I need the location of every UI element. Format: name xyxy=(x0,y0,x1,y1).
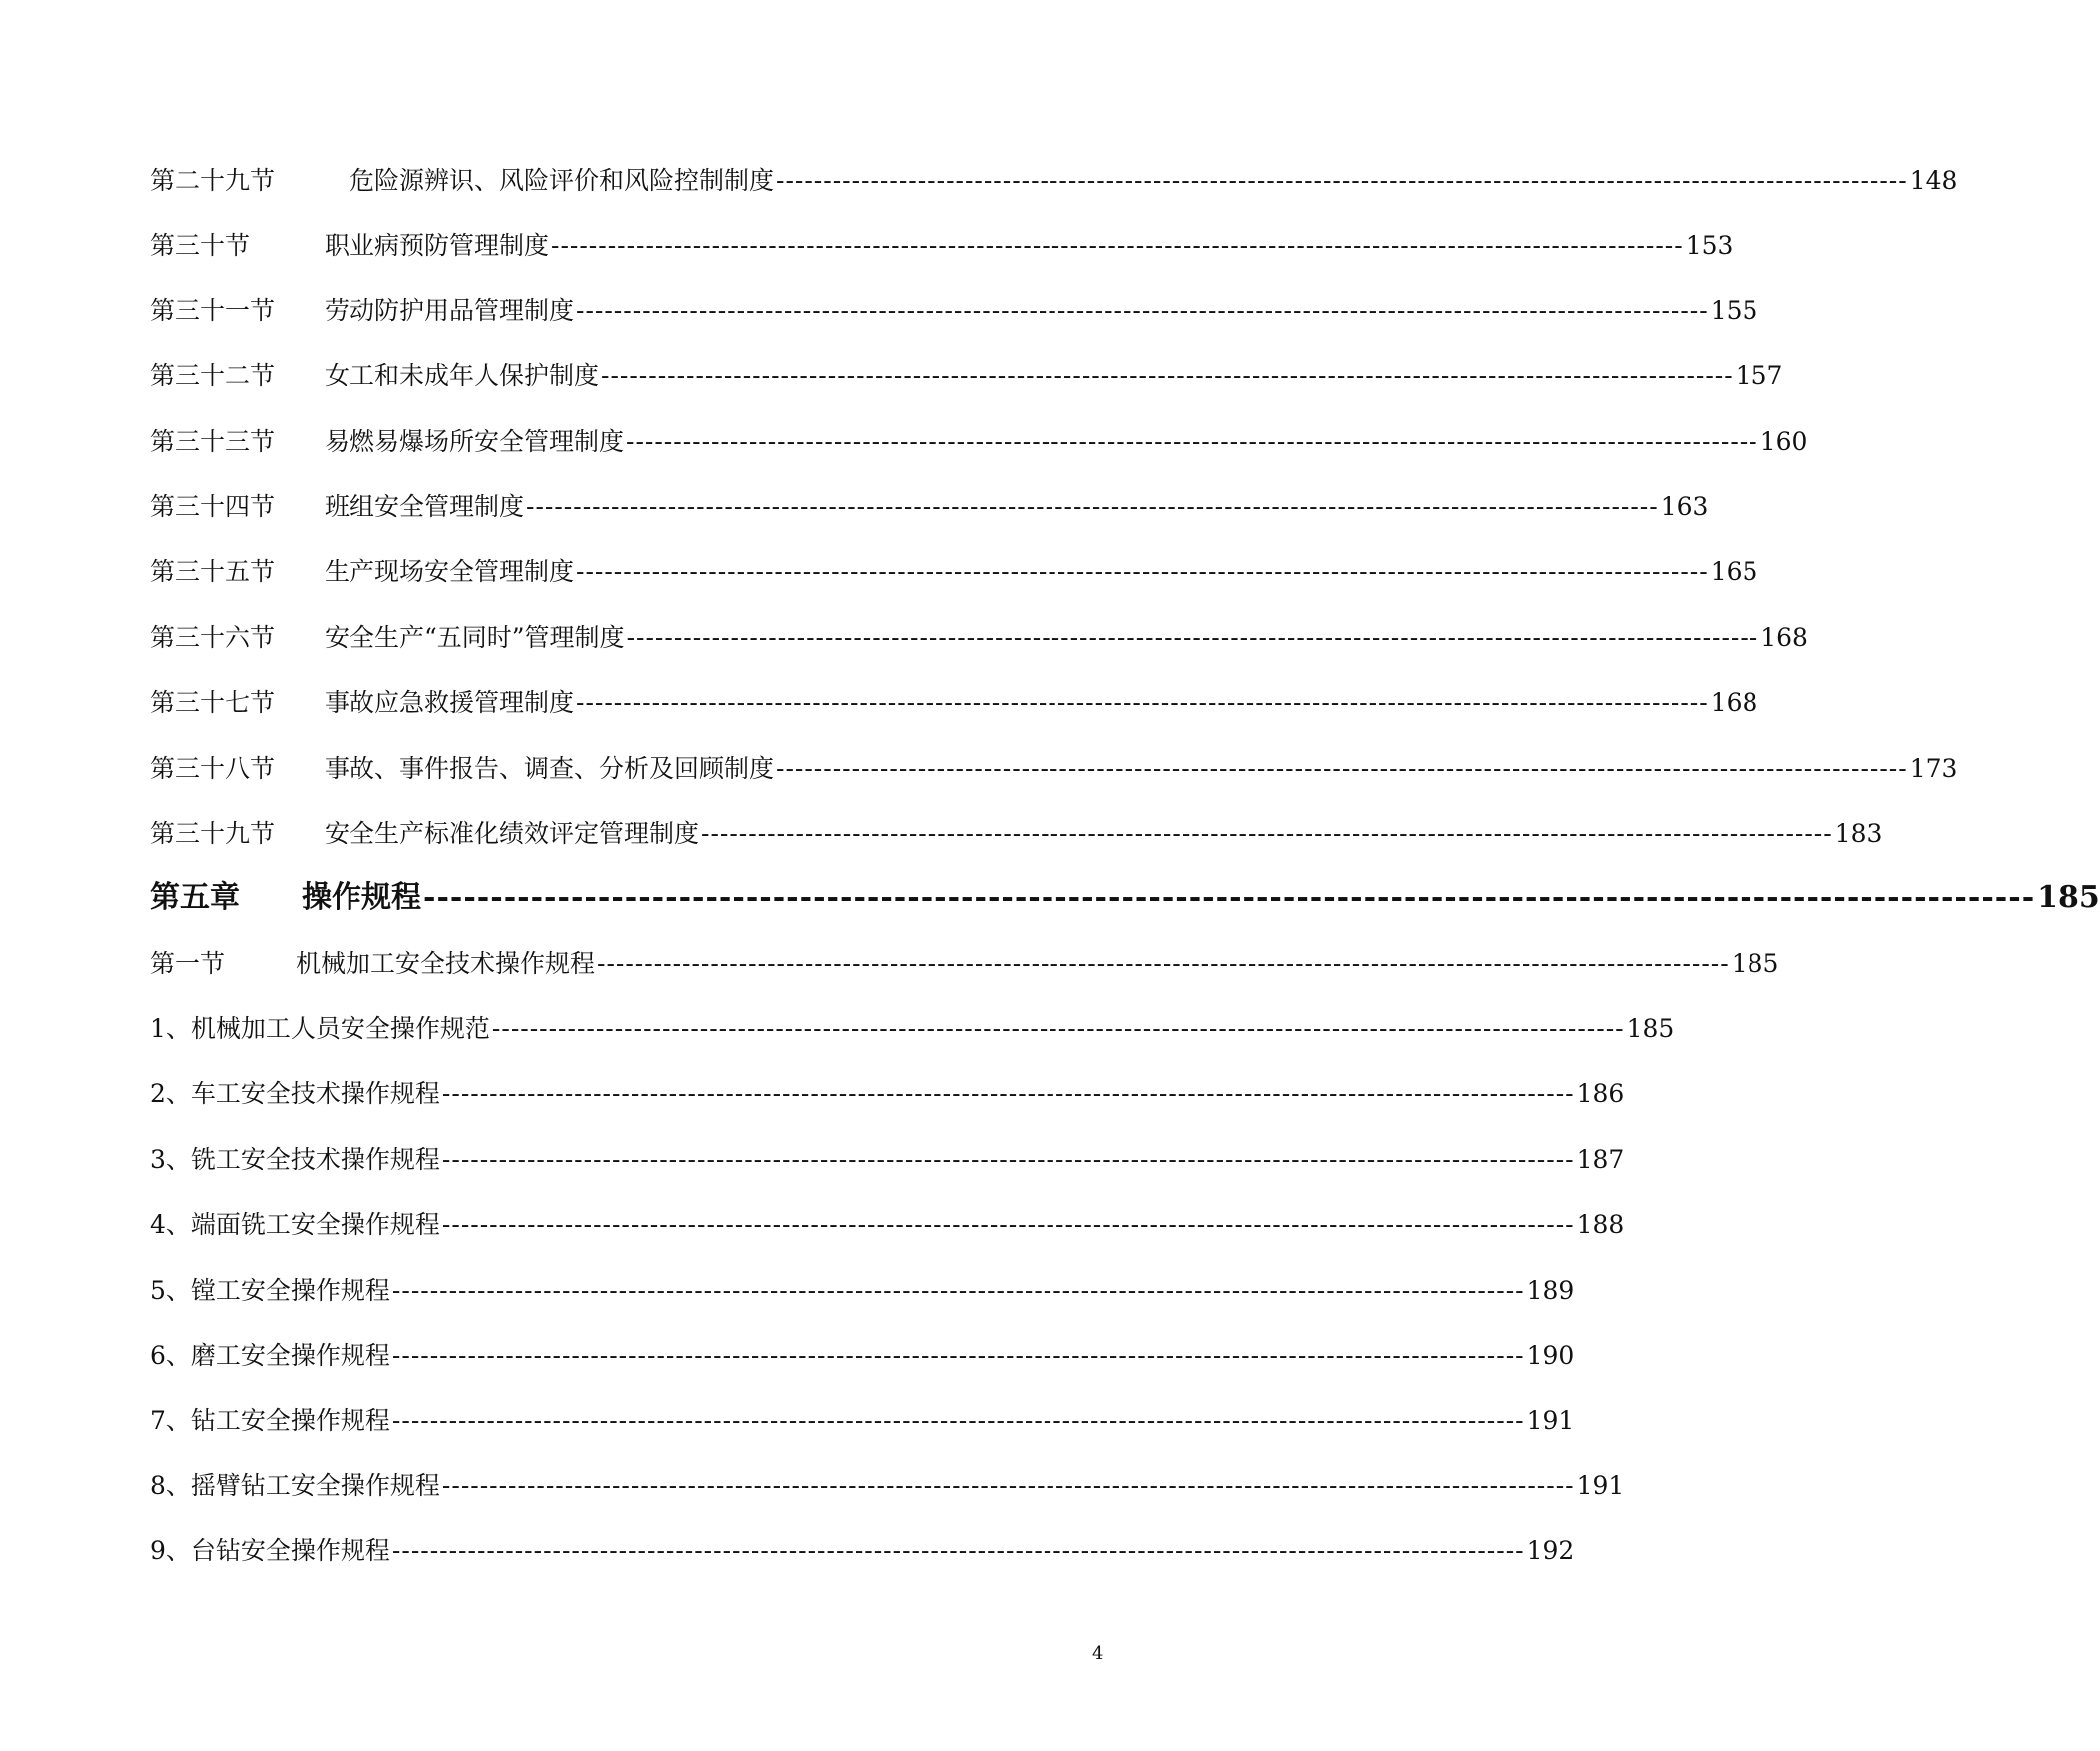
toc-entry-page: 191 xyxy=(1576,1470,1625,1500)
toc-entry-number: 第五章 xyxy=(150,880,240,916)
toc-entry-page: 186 xyxy=(1576,1079,1625,1109)
toc-entry-title: 事故、事件报告、调查、分析及回顾制度 xyxy=(325,753,775,783)
toc-dash-leader: ------------------------------------------------------------------------------------------------------------------------ xyxy=(526,491,1659,521)
toc-entry-title: 安全生产“五同时”管理制度 xyxy=(325,622,625,652)
toc-entry-page: 191 xyxy=(1526,1406,1575,1436)
toc-entry-title: 操作规程 xyxy=(302,880,421,916)
toc-entry[interactable] xyxy=(150,474,1709,539)
toc-entry-number: 第三十六节 xyxy=(150,622,276,652)
toc-entry-page: 157 xyxy=(1735,361,1783,391)
toc-entry-number: 第三十一节 xyxy=(150,295,276,325)
toc-dash-leader: ------------------------------------------------------------------------------------------------------------------------ xyxy=(626,622,1759,652)
toc-dash-leader: ------------------------------------------------------------------------------------------------------------------------ xyxy=(391,1275,1525,1305)
toc-entry[interactable] xyxy=(150,213,1734,278)
toc-entry-number: 第三十八节 xyxy=(150,753,276,783)
toc-dash-leader: ------------------------------------------------------------------------------------------------------------------------ xyxy=(576,688,1709,718)
toc-entry-title: 易燃易爆场所安全管理制度 xyxy=(325,426,625,456)
toc-entry-number: 第一节 xyxy=(150,948,226,978)
toc-dash-leader: ------------------------------------------------------------------------------------------------------------------------ xyxy=(626,426,1758,456)
toc-entry-title: 危险源辨识、风险评价和风险控制制度 xyxy=(350,166,775,195)
toc-entry-number: 第二十九节 xyxy=(150,166,276,195)
toc-entry[interactable] xyxy=(150,1127,1625,1192)
toc-entry-page: 183 xyxy=(1834,818,1883,848)
toc-entry-number: 第三十九节 xyxy=(150,818,276,848)
toc-entry-page: 165 xyxy=(1710,557,1758,587)
toc-entry[interactable] xyxy=(150,996,1675,1061)
toc-entry-number: 第三十二节 xyxy=(150,361,276,391)
toc-dash-leader: ------------------------------------------------------------------------------------------------------------------------ xyxy=(776,753,1908,783)
toc-entry-title: 9、台钻安全操作规程 xyxy=(150,1536,390,1566)
toc-entry-title: 4、端面铣工安全操作规程 xyxy=(150,1210,440,1240)
table-of-contents xyxy=(150,148,2100,1584)
toc-dash-leader: ------------------------------------------------------------------------------------------------------------------------ xyxy=(491,1014,1625,1044)
toc-entry-title: 2、车工安全技术操作规程 xyxy=(150,1079,440,1109)
toc-entry-page: 185 xyxy=(2037,880,2100,916)
toc-entry[interactable] xyxy=(150,931,1779,996)
toc-entry-page: 163 xyxy=(1660,491,1709,521)
toc-entry[interactable] xyxy=(150,605,1808,670)
toc-entry-page: 187 xyxy=(1576,1144,1625,1174)
page-number: 4 xyxy=(1092,1643,1104,1664)
toc-entry[interactable] xyxy=(150,409,1808,474)
toc-chapter-entry[interactable] xyxy=(150,866,2100,930)
toc-dash-leader: ------------------------------------------------------------------------------------------------------------------------ xyxy=(423,880,2036,916)
toc-entry-page: 185 xyxy=(1626,1014,1675,1044)
toc-entry-title: 6、磨工安全操作规程 xyxy=(150,1341,390,1371)
toc-entry-number: 第三十七节 xyxy=(150,688,276,718)
toc-entry-title: 3、铣工安全技术操作规程 xyxy=(150,1144,440,1174)
toc-entry-number: 第三十五节 xyxy=(150,557,276,587)
toc-entry-page: 188 xyxy=(1576,1210,1625,1240)
toc-entry-page: 153 xyxy=(1685,231,1734,261)
toc-entry-title: 安全生产标准化绩效评定管理制度 xyxy=(325,818,700,848)
toc-entry-page: 148 xyxy=(1909,166,1958,195)
toc-entry-page: 155 xyxy=(1710,295,1758,325)
toc-entry[interactable] xyxy=(150,1518,1575,1583)
toc-entry[interactable] xyxy=(150,1388,1575,1453)
toc-entry-number: 第三十四节 xyxy=(150,491,276,521)
toc-dash-leader: ------------------------------------------------------------------------------------------------------------------------ xyxy=(441,1470,1575,1500)
toc-dash-leader: ------------------------------------------------------------------------------------------------------------------------ xyxy=(391,1341,1525,1371)
toc-dash-leader: ------------------------------------------------------------------------------------------------------------------------ xyxy=(441,1210,1575,1240)
toc-entry-title: 女工和未成年人保护制度 xyxy=(325,361,600,391)
toc-entry-title: 班组安全管理制度 xyxy=(325,491,525,521)
toc-dash-leader: ------------------------------------------------------------------------------------------------------------------------ xyxy=(551,231,1684,261)
toc-dash-leader: ------------------------------------------------------------------------------------------------------------------------ xyxy=(576,557,1709,587)
toc-entry-title: 事故应急救援管理制度 xyxy=(325,688,575,718)
toc-entry[interactable] xyxy=(150,736,1958,801)
toc-entry[interactable] xyxy=(150,539,1758,604)
toc-entry[interactable] xyxy=(150,801,1883,866)
toc-dash-leader: ------------------------------------------------------------------------------------------------------------------------ xyxy=(391,1536,1525,1566)
toc-dash-leader: ------------------------------------------------------------------------------------------------------------------------ xyxy=(776,166,1908,195)
toc-entry-title: 7、钻工安全操作规程 xyxy=(150,1406,390,1436)
toc-entry-title: 8、摇臂钻工安全操作规程 xyxy=(150,1470,440,1500)
toc-dash-leader: ------------------------------------------------------------------------------------------------------------------------ xyxy=(597,948,1730,978)
toc-entry[interactable] xyxy=(150,279,1758,343)
toc-entry-number: 第三十节 xyxy=(150,231,251,261)
toc-dash-leader: ------------------------------------------------------------------------------------------------------------------------ xyxy=(601,361,1734,391)
toc-entry-title: 生产现场安全管理制度 xyxy=(325,557,575,587)
toc-entry-number: 第三十三节 xyxy=(150,426,276,456)
toc-entry[interactable] xyxy=(150,1454,1625,1518)
toc-entry-title: 劳动防护用品管理制度 xyxy=(325,295,575,325)
toc-entry-page: 189 xyxy=(1526,1275,1575,1305)
toc-entry[interactable] xyxy=(150,670,1758,735)
toc-entry-page: 185 xyxy=(1731,948,1779,978)
toc-entry-title: 机械加工安全技术操作规程 xyxy=(296,948,596,978)
toc-dash-leader: ------------------------------------------------------------------------------------------------------------------------ xyxy=(701,818,1833,848)
toc-entry-title: 5、镗工安全操作规程 xyxy=(150,1275,390,1305)
toc-entry-page: 190 xyxy=(1526,1341,1575,1371)
toc-entry[interactable] xyxy=(150,1192,1625,1257)
toc-entry[interactable] xyxy=(150,1258,1575,1323)
toc-entry-page: 173 xyxy=(1909,753,1958,783)
toc-entry[interactable] xyxy=(150,1061,1625,1126)
toc-entry-page: 160 xyxy=(1759,426,1808,456)
toc-dash-leader: ------------------------------------------------------------------------------------------------------------------------ xyxy=(441,1079,1575,1109)
toc-entry[interactable] xyxy=(150,343,1783,408)
toc-entry-page: 168 xyxy=(1710,688,1758,718)
toc-entry-title: 1、机械加工人员安全操作规范 xyxy=(150,1014,490,1044)
toc-entry-page: 168 xyxy=(1760,622,1808,652)
toc-entry[interactable] xyxy=(150,148,1958,213)
toc-dash-leader: ------------------------------------------------------------------------------------------------------------------------ xyxy=(576,295,1709,325)
toc-dash-leader: ------------------------------------------------------------------------------------------------------------------------ xyxy=(441,1144,1575,1174)
toc-dash-leader: ------------------------------------------------------------------------------------------------------------------------ xyxy=(391,1406,1525,1436)
toc-entry-page: 192 xyxy=(1526,1536,1575,1566)
toc-entry[interactable] xyxy=(150,1323,1575,1388)
toc-entry-title: 职业病预防管理制度 xyxy=(325,231,550,261)
